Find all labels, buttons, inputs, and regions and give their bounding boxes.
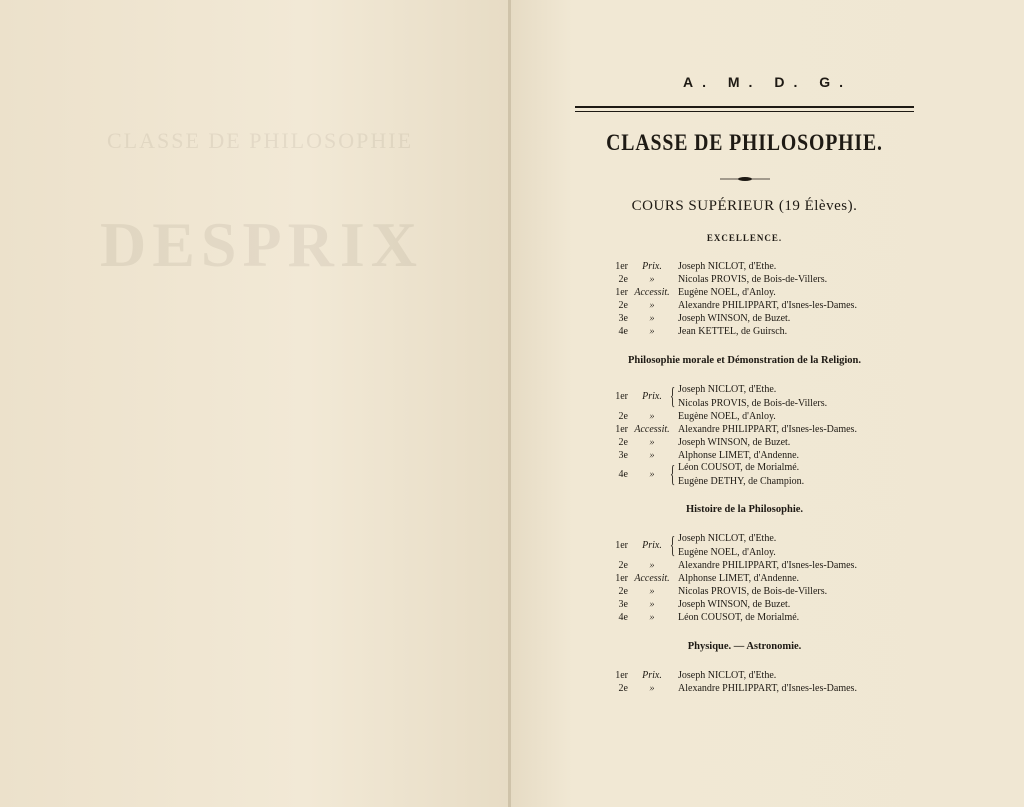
brace-icon: { <box>670 533 676 559</box>
student-name: Nicolas PROVIS, de Bois-de-Villers. <box>678 398 828 409</box>
list-item <box>600 670 910 683</box>
list-item <box>600 300 910 313</box>
rank: 3e <box>618 313 628 324</box>
rank: 4e <box>618 326 628 337</box>
rank: 1er <box>615 670 628 681</box>
list-item <box>600 261 910 274</box>
prize: » <box>649 450 655 461</box>
header-rule-thin <box>575 111 914 112</box>
rank: 1er <box>615 540 628 551</box>
section-heading-histoire: Histoire de la Philosophie. <box>685 504 804 515</box>
student-name: Joseph NICLOT, d'Ethe. <box>678 533 777 544</box>
list-item <box>600 313 910 326</box>
brace-icon: { <box>670 462 676 488</box>
rank: 4e <box>618 612 628 623</box>
rank: 1er <box>615 391 628 402</box>
prize: » <box>649 683 655 694</box>
section-heading-physique: Physique. — Astronomie. <box>687 641 802 652</box>
page-title: CLASSE DE PHILOSOPHIE. <box>606 130 883 155</box>
student-name: Alexandre PHILIPPART, d'Isnes-les-Dames. <box>678 300 857 311</box>
student-name: Alexandre PHILIPPART, d'Isnes-les-Dames. <box>678 424 857 435</box>
prize: Prix. <box>642 391 662 402</box>
list-item <box>600 424 910 437</box>
list-item <box>600 599 910 612</box>
list-item <box>600 612 910 625</box>
student-name: Joseph NICLOT, d'Ethe. <box>678 384 777 395</box>
list-item <box>600 586 910 599</box>
prize: Accessit. <box>634 424 670 435</box>
list-item <box>600 437 910 450</box>
rank: 1er <box>615 287 628 298</box>
rank: 4e <box>618 469 628 480</box>
prize: » <box>649 274 655 285</box>
prize: » <box>649 326 655 337</box>
rank: 2e <box>618 586 628 597</box>
prize: » <box>649 560 655 571</box>
page-header: A. M. D. G. <box>683 74 852 90</box>
rank: 2e <box>618 274 628 285</box>
prize: » <box>649 586 655 597</box>
student-name: Eugène NOEL, d'Anloy. <box>678 547 776 558</box>
rank: 3e <box>618 599 628 610</box>
student-name: Joseph NICLOT, d'Ethe. <box>678 261 777 272</box>
prize: » <box>649 599 655 610</box>
list-item <box>600 533 910 561</box>
rank: 1er <box>615 424 628 435</box>
prize: » <box>649 469 655 480</box>
prize: » <box>649 313 655 324</box>
student-name: Nicolas PROVIS, de Bois-de-Villers. <box>678 274 828 285</box>
student-name: Alexandre PHILIPPART, d'Isnes-les-Dames. <box>678 683 857 694</box>
header-rule <box>575 106 914 108</box>
rank: 1er <box>615 261 628 272</box>
student-name: Alphonse LIMET, d'Andenne. <box>678 573 800 584</box>
list-item <box>600 411 910 424</box>
list-item <box>600 384 910 412</box>
bleed-through-text: CLASSE DE PHILOSOPHIE <box>106 128 414 153</box>
left-page <box>0 0 509 807</box>
student-name: Joseph WINSON, de Buzet. <box>678 313 791 324</box>
list-item <box>600 462 910 490</box>
student-name: Léon COUSOT, de Morialmé. <box>678 612 800 623</box>
prize: Prix. <box>642 261 662 272</box>
list-item <box>600 560 910 573</box>
ornament-divider <box>720 176 770 182</box>
brace-icon: { <box>670 384 676 410</box>
prize: Accessit. <box>634 287 670 298</box>
student-name: Alphonse LIMET, d'Andenne. <box>678 450 800 461</box>
bleed-through-title: DESPRIX <box>100 209 423 280</box>
rank: 2e <box>618 683 628 694</box>
prize: Prix. <box>642 670 662 681</box>
list-item <box>600 326 910 339</box>
list-item <box>600 573 910 586</box>
prize: » <box>649 437 655 448</box>
list-item <box>600 683 910 696</box>
student-name: Eugène NOEL, d'Anloy. <box>678 411 776 422</box>
student-name: Léon COUSOT, de Morialmé. <box>678 462 800 473</box>
prize: » <box>649 411 655 422</box>
section-heading-excellence: EXCELLENCE. <box>706 233 783 243</box>
prize: » <box>649 612 655 623</box>
student-name: Eugène NOEL, d'Anloy. <box>678 287 776 298</box>
rank: 2e <box>618 300 628 311</box>
prize: » <box>649 300 655 311</box>
rank: 3e <box>618 450 628 461</box>
section-heading-philosophie-morale: Philosophie morale et Démonstration de la Religion. <box>627 355 862 366</box>
student-name: Joseph NICLOT, d'Ethe. <box>678 670 777 681</box>
student-name: Joseph WINSON, de Buzet. <box>678 437 791 448</box>
rank: 2e <box>618 437 628 448</box>
student-name: Alexandre PHILIPPART, d'Isnes-les-Dames. <box>678 560 857 571</box>
student-name: Joseph WINSON, de Buzet. <box>678 599 791 610</box>
list-item <box>600 274 910 287</box>
course-subtitle: COURS SUPÉRIEUR (19 Élèves). <box>631 198 858 214</box>
rank: 1er <box>615 573 628 584</box>
rank: 2e <box>618 411 628 422</box>
list-item <box>600 287 910 300</box>
prize: Prix. <box>642 540 662 551</box>
prize: Accessit. <box>634 573 670 584</box>
student-name: Nicolas PROVIS, de Bois-de-Villers. <box>678 586 828 597</box>
student-name: Jean KETTEL, de Guirsch. <box>678 326 788 337</box>
student-name: Eugène DETHY, de Champion. <box>678 476 805 487</box>
rank: 2e <box>618 560 628 571</box>
